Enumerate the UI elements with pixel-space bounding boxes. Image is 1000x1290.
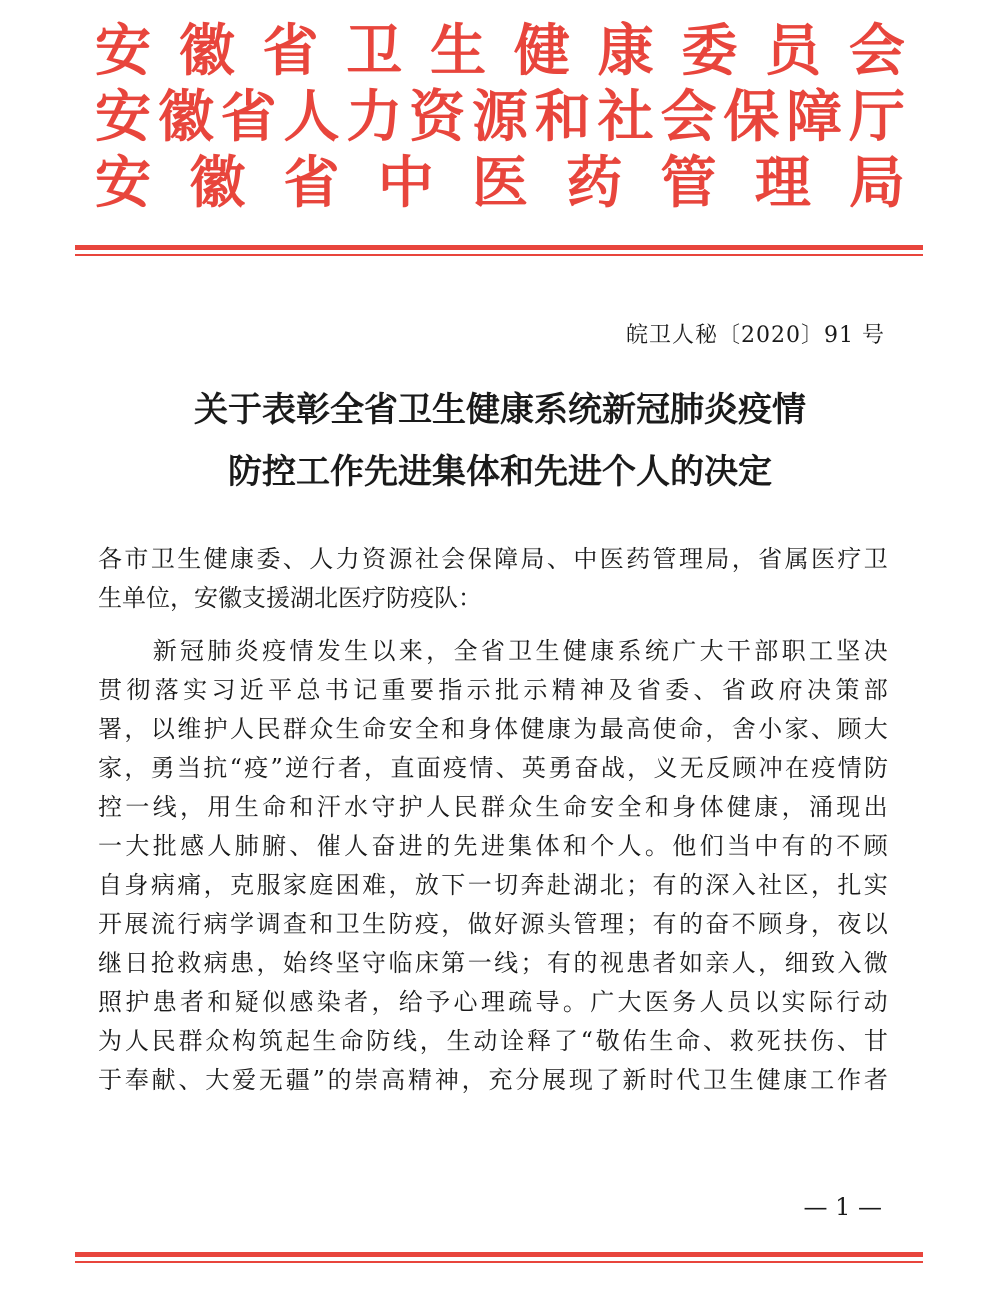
- issuer-char: 管: [660, 150, 717, 216]
- recipients: [98, 540, 888, 618]
- issuer-char: 健: [513, 18, 570, 84]
- footer-rule-thick: [75, 1252, 923, 1257]
- issuer-human-resources-dept: [95, 84, 905, 150]
- issuer-char: 药: [566, 150, 623, 216]
- issuer-char: 安: [95, 18, 151, 84]
- document-number: 皖卫人秘〔2020〕91 号: [626, 323, 885, 348]
- issuer-char: 徽: [178, 18, 235, 84]
- issuer-char: 安: [95, 84, 151, 150]
- issuer-char: 人: [283, 84, 340, 150]
- issuer-char: 和: [534, 84, 591, 150]
- issuer-char: 会: [660, 84, 717, 150]
- issuer-health-commission: [95, 18, 905, 84]
- issuer-char: 保: [723, 84, 780, 150]
- issuer-char: 康: [597, 18, 654, 84]
- paragraph-line: 新 冠 肺 炎 疫 情 发 生 以 来 ， 全 省 卫 生 健 康 系 统 广 大 干 部 职 工 坚 决: [152, 637, 888, 665]
- letterhead: [95, 18, 905, 216]
- paragraph-line: 为 人 民 群 众 构 筑 起 生 命 防 线 ， 生 动 诠 释 了 “ 敬 佑 生 命 、 救 死 扶 伤 、 甘: [98, 1027, 888, 1055]
- issuer-char: 徽: [157, 84, 214, 150]
- title-line-1: 关于表彰全省卫生健康系统新冠肺炎疫情: [194, 390, 806, 430]
- paragraph-line: 署 ， 以 维 护 人 民 群 众 生 命 安 全 和 身 体 健 康 为 最 高 使 命 ， 舍 小 家 、 顾 大: [98, 715, 888, 743]
- issuer-char: 局: [849, 150, 905, 216]
- issuer-char: 省: [220, 84, 277, 150]
- paragraph-line: 贯 彻 落 实 习 近 平 总 书 记 重 要 指 示 批 示 精 神 及 省 委 、 省 政 府 决 策 部: [98, 676, 888, 704]
- recipients-line-2: 生 单 位 ， 安 徽 支 援 湖 北 医 疗 防 疫 队 ：: [98, 584, 482, 612]
- paragraph-line: 控 一 线 ， 用 生 命 和 汗 水 守 护 人 民 群 众 生 命 安 全 和 身 体 健 康 ， 涌 现 出: [98, 793, 888, 821]
- body-paragraph: [98, 632, 888, 1100]
- paragraph-line: 一 大 批 感 人 肺 腑 、 催 人 奋 进 的 先 进 集 体 和 个 人 。 他 们 当 中 有 的 不 顾: [98, 832, 888, 860]
- paragraph-line: 开 展 流 行 病 学 调 查 和 卫 生 防 疫 ， 做 好 源 头 管 理 ； 有 的 奋 不 顾 身 ， 夜 以: [98, 910, 888, 938]
- page-number: — 1 —: [803, 1193, 882, 1221]
- issuer-char: 源: [471, 84, 528, 150]
- letterhead-rule-thin: [75, 254, 923, 256]
- issuer-tcm-bureau: [95, 150, 905, 216]
- issuer-char: 安: [95, 150, 151, 216]
- recipients-line-1: 各 市 卫 生 健 康 委 、 人 力 资 源 社 会 保 障 局 、 中 医 药 管 理 局 ， 省 属 医 疗 卫: [98, 545, 888, 573]
- issuer-char: 省: [283, 150, 340, 216]
- letterhead-rule-thick: [75, 245, 923, 250]
- footer-rule-thin: [75, 1261, 923, 1263]
- issuer-char: 委: [681, 18, 738, 84]
- issuer-char: 卫: [346, 18, 403, 84]
- paragraph-line: 继 日 抢 救 病 患 ， 始 终 坚 守 临 床 第 一 线 ； 有 的 视 患 者 如 亲 人 ， 细 致 入 微: [98, 949, 888, 977]
- issuer-char: 厅: [848, 84, 905, 150]
- issuer-char: 力: [346, 84, 403, 150]
- issuer-char: 障: [786, 84, 843, 150]
- issuer-char: 理: [754, 150, 811, 216]
- issuer-char: 资: [409, 84, 466, 150]
- issuer-char: 中: [377, 150, 434, 216]
- paragraph-line: 于 奉 献 、 大 爱 无 疆 ” 的 崇 高 精 神 ， 充 分 展 现 了 新 时 代 卫 生 健 康 工 作 者: [98, 1066, 888, 1094]
- title-line-2: 防控工作先进集体和先进个人的决定: [228, 452, 772, 492]
- issuer-char: 生: [430, 18, 487, 84]
- issuer-char: 医: [472, 150, 528, 216]
- issuer-char: 徽: [189, 150, 246, 216]
- issuer-char: 社: [597, 84, 654, 150]
- paragraph-line: 家 ， 勇 当 抗 “ 疫 ” 逆 行 者 ， 直 面 疫 情 、 英 勇 奋 战 ， 义 无 反 顾 冲 在 疫 情 防: [98, 754, 888, 782]
- paragraph-line: 自 身 病 痛 ， 克 服 家 庭 困 难 ， 放 下 一 切 奔 赴 湖 北 ； 有 的 深 入 社 区 ， 扎 实: [98, 871, 888, 899]
- issuer-char: 会: [848, 18, 905, 84]
- issuer-char: 省: [262, 18, 319, 84]
- issuer-char: 员: [765, 18, 822, 84]
- paragraph-line: 照 护 患 者 和 疑 似 感 染 者 ， 给 予 心 理 疏 导 。 广 大 医 务 人 员 以 实 际 行 动: [98, 988, 888, 1016]
